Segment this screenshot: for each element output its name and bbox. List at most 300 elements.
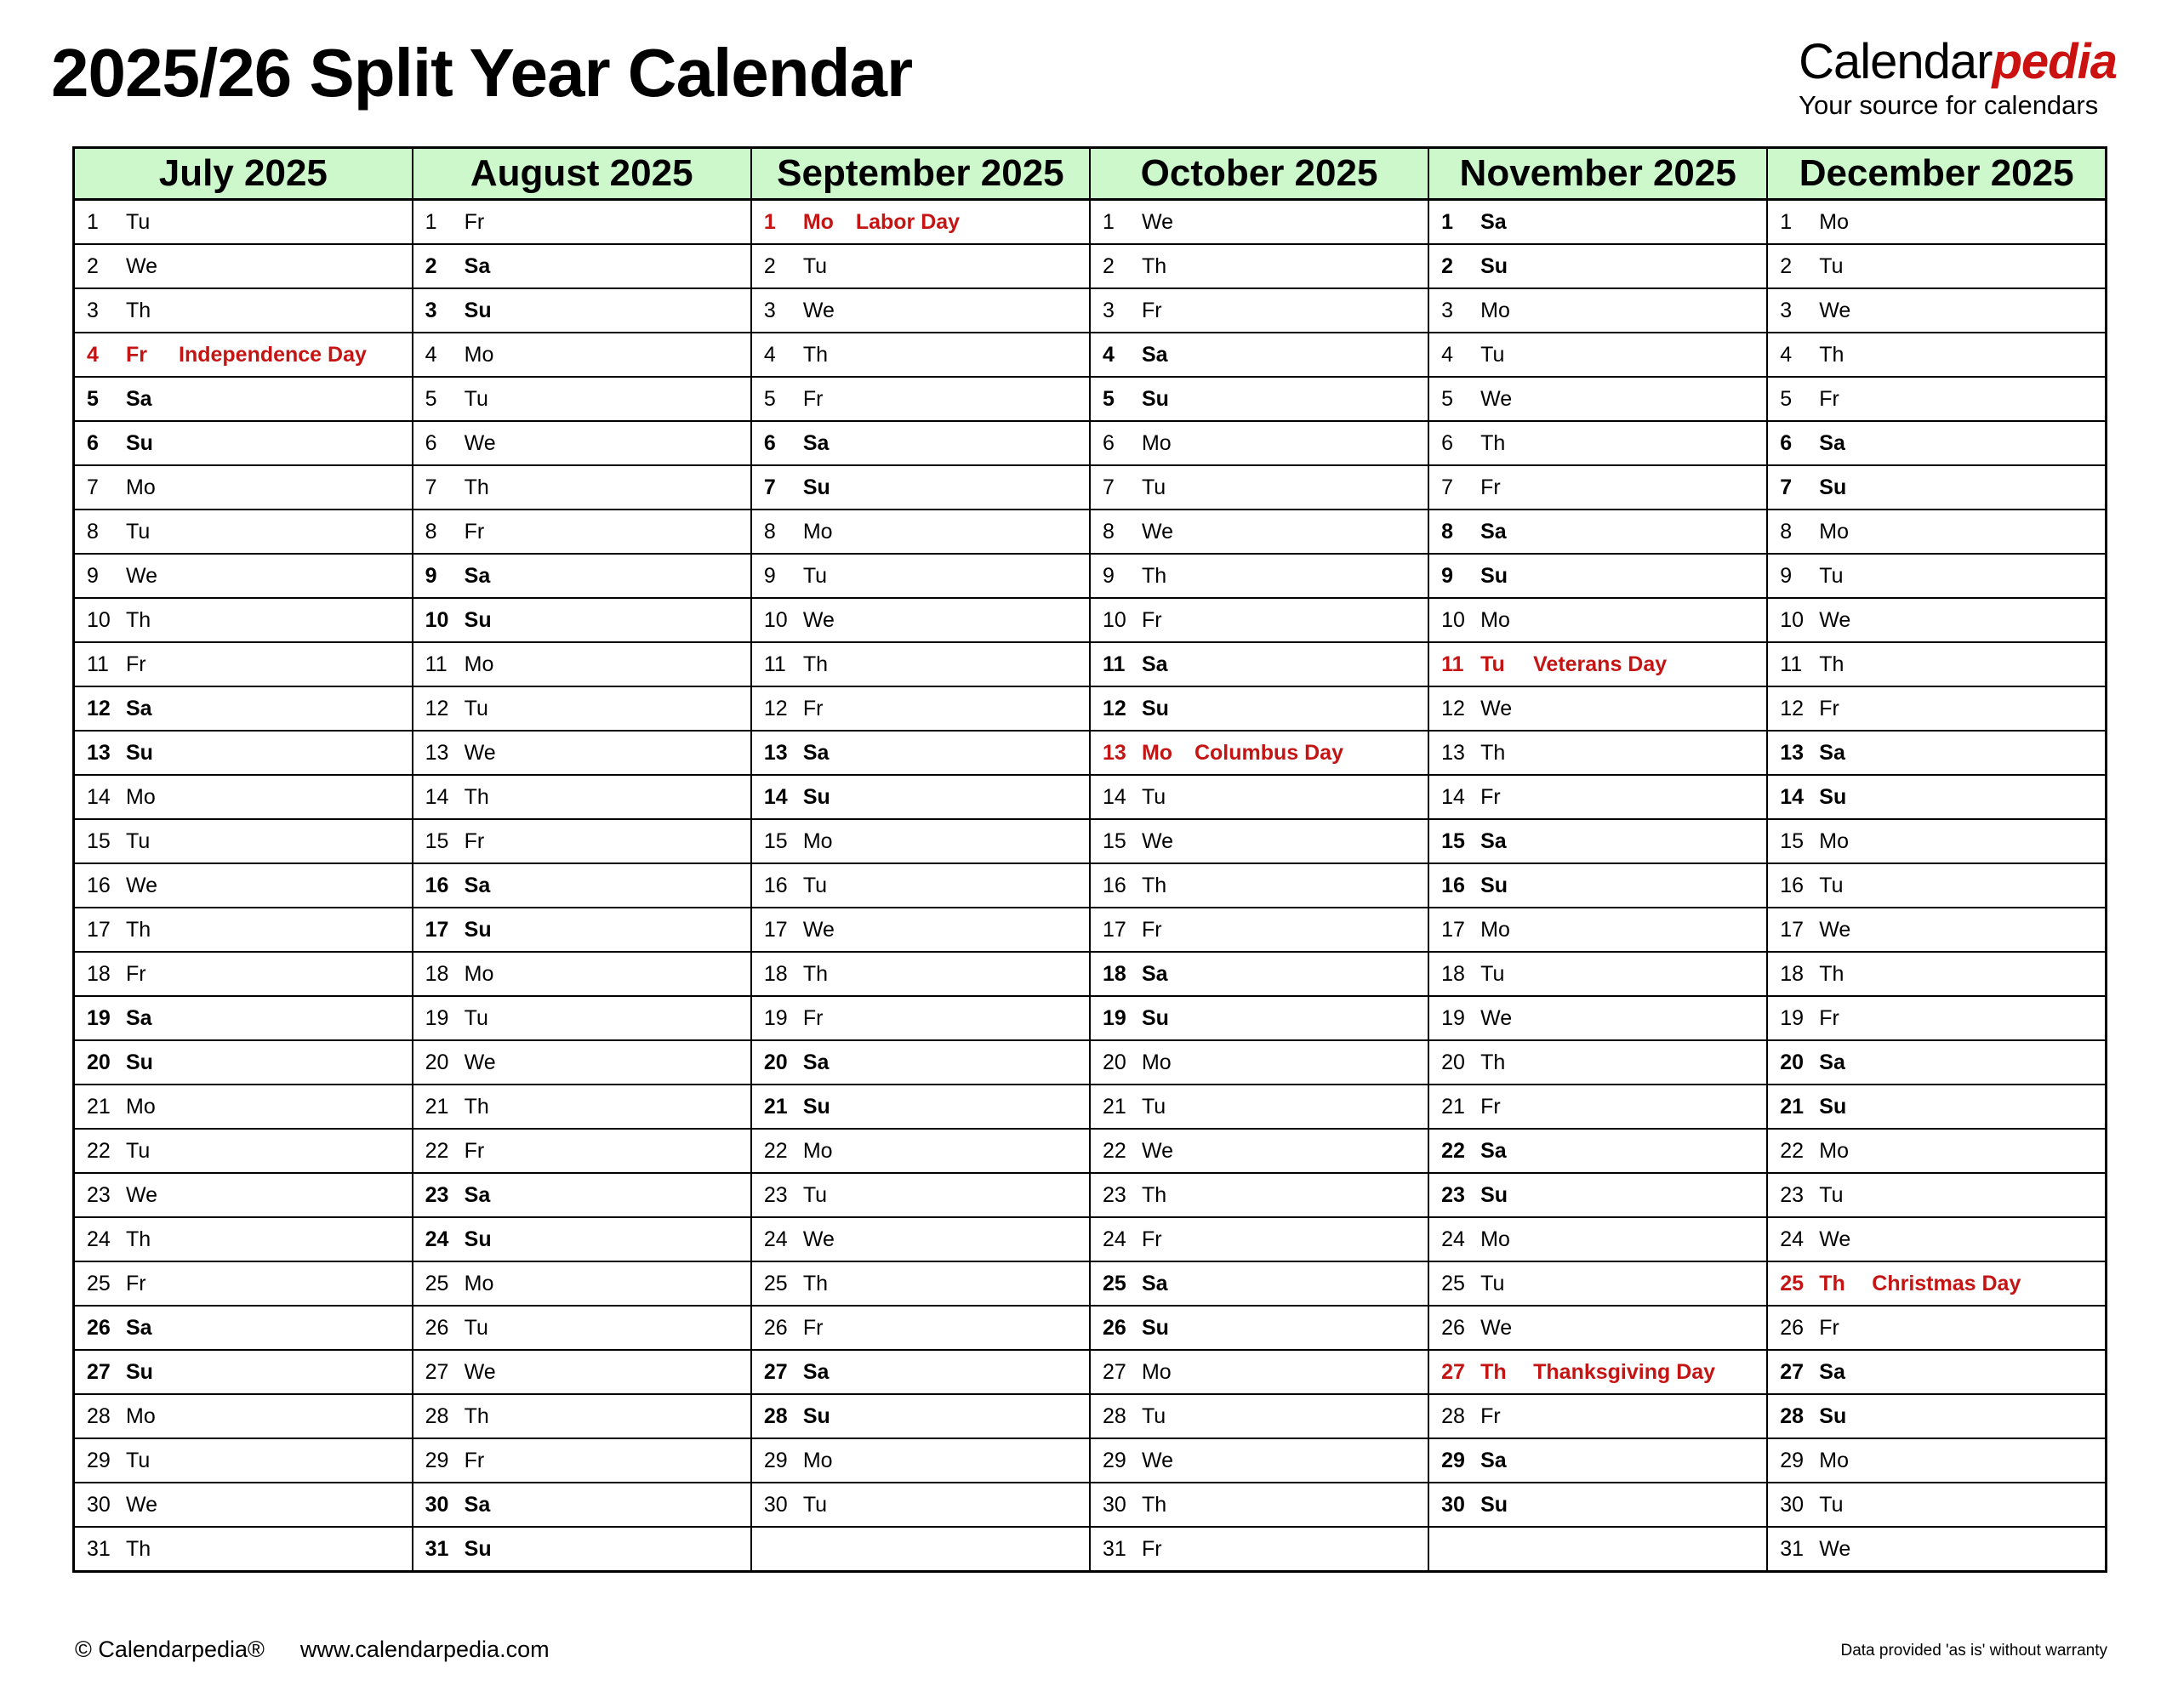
day-number: 9 [425,564,437,588]
weekday-label: Fr [1819,387,1839,411]
day-cell [74,1217,413,1261]
day-number: 6 [425,431,437,455]
calendar-row [74,288,2107,333]
day-number: 29 [1780,1449,1805,1472]
weekday-label: Tu [1480,1272,1505,1295]
weekday-label: Fr [1819,1316,1839,1340]
weekday-label: Mo [126,1404,156,1428]
day-cell [751,1129,1090,1173]
day-number: 29 [1102,1449,1126,1472]
day-number: 16 [425,874,449,897]
day-number: 13 [1780,741,1805,765]
day-number: 26 [87,1316,111,1340]
day-cell [1428,333,1767,377]
day-number: 11 [763,652,786,676]
weekday-label: Sa [126,387,152,411]
weekday-label: Sa [1480,829,1507,853]
weekday-label: We [802,1227,835,1251]
day-cell [1090,244,1428,288]
day-number: 23 [425,1183,449,1207]
day-number: 30 [1441,1493,1465,1517]
weekday-label: Sa [1819,1050,1845,1074]
day-cell [413,642,751,686]
weekday-label: Tu [1819,564,1844,588]
weekday-label: Sa [464,564,491,588]
day-cell [413,863,751,908]
weekday-label: Th [1480,741,1506,765]
weekday-label: Tu [126,520,151,544]
day-number: 17 [1102,918,1126,942]
day-cell [1090,1438,1428,1483]
day-number: 13 [425,741,449,765]
day-number: 16 [1102,874,1126,897]
weekday-label: Tu [1141,785,1166,809]
day-number: 5 [425,387,437,411]
day-number: 28 [763,1404,788,1428]
weekday-label: Fr [1480,785,1501,809]
day-cell [1767,421,2106,465]
day-cell [1428,377,1767,421]
weekday-label: Su [126,1360,153,1384]
day-cell [1090,1129,1428,1173]
empty-cell [751,1527,1090,1572]
calendar-row [74,642,2107,686]
day-number: 6 [1441,431,1454,455]
weekday-label: Sa [1819,1360,1845,1384]
day-cell [1767,554,2106,598]
day-cell [1090,642,1428,686]
weekday-label: Tu [464,1006,488,1030]
logo-wordmark-red: pedia [1992,34,2117,89]
weekday-label: Tu [1819,254,1844,278]
day-cell [1090,1306,1428,1350]
weekday-label: Su [1819,785,1847,809]
calendar-row [74,819,2107,863]
weekday-label: Th [126,608,151,632]
day-cell [74,731,413,775]
day-number: 4 [1780,343,1793,367]
page-title: 2025/26 Split Year Calendar [51,35,913,111]
day-cell [751,775,1090,819]
day-cell [74,1261,413,1306]
day-number: 7 [1441,475,1454,499]
weekday-label: Th [1819,343,1844,367]
day-cell [74,819,413,863]
weekday-label: Tu [1480,652,1505,676]
day-cell [74,465,413,510]
day-cell [1767,244,2106,288]
day-number: 22 [87,1139,111,1163]
weekday-label: Mo [802,210,834,234]
weekday-label: Mo [126,785,156,809]
day-cell [74,200,413,245]
day-number: 3 [425,299,437,322]
weekday-label: Fr [1480,1095,1501,1119]
weekday-label: Fr [464,520,485,544]
weekday-label: Su [1141,697,1169,720]
day-cell [1090,908,1428,952]
day-cell [751,598,1090,642]
weekday-label: Mo [1141,1050,1172,1074]
weekday-label: Th [1141,1183,1167,1207]
weekday-label: Mo [1141,431,1172,455]
logo-wordmark [1799,34,2117,89]
weekday-label: Th [464,1404,489,1428]
day-cell [1428,510,1767,554]
weekday-label: Th [464,1095,489,1119]
day-number: 21 [1780,1095,1805,1119]
weekday-label: Tu [126,829,151,853]
weekday-label: Th [1480,1050,1506,1074]
weekday-label: Su [802,785,830,809]
day-number: 6 [1780,431,1793,455]
day-number: 2 [1441,254,1454,278]
day-number: 12 [425,697,449,720]
day-number: 25 [425,1272,449,1295]
weekday-label: Fr [126,343,147,367]
weekday-label: Sa [464,1183,491,1207]
weekday-label: Fr [126,962,146,986]
weekday-label: Mo [464,652,494,676]
weekday-label: Mo [126,1095,156,1119]
day-number: 11 [1441,652,1464,676]
weekday-label: Su [1480,874,1508,897]
weekday-label: Su [802,475,830,499]
day-number: 1 [1441,210,1454,234]
day-cell [1767,731,2106,775]
day-cell [751,996,1090,1040]
day-number: 23 [1102,1183,1126,1207]
weekday-label: Th [126,299,151,322]
day-number: 10 [1441,608,1465,632]
day-number: 28 [1780,1404,1805,1428]
weekday-label: We [464,431,496,455]
weekday-label: Su [126,431,153,455]
day-cell [751,863,1090,908]
day-number: 4 [87,343,99,367]
day-number: 26 [763,1316,788,1340]
day-cell [751,686,1090,731]
weekday-label: Fr [1141,299,1162,322]
day-cell [1767,1085,2106,1129]
weekday-label: Su [1819,1404,1847,1428]
day-cell [74,1306,413,1350]
holiday-label: Thanksgiving Day [1533,1360,1716,1384]
day-cell [413,952,751,996]
day-cell [413,686,751,731]
day-cell [1767,1129,2106,1173]
calendar-row [74,244,2107,288]
day-number: 21 [425,1095,449,1119]
day-cell [1428,908,1767,952]
weekday-label: Th [802,343,828,367]
calendar-table [72,146,2107,1573]
day-cell [74,952,413,996]
day-number: 1 [1102,210,1115,234]
footer-disclaimer: Data provided 'as is' without warranty [1840,1642,2107,1660]
day-cell [1428,1173,1767,1217]
day-number: 13 [1441,741,1465,765]
day-number: 6 [763,431,776,455]
day-number: 22 [763,1139,788,1163]
calendar-row [74,421,2107,465]
day-cell [413,1173,751,1217]
weekday-label: Th [1819,962,1844,986]
day-number: 11 [87,652,109,676]
month-header-october: October 2025 [1090,148,1428,200]
day-number: 5 [87,387,99,411]
weekday-label: We [126,254,158,278]
empty-cell [1428,1527,1767,1572]
day-number: 1 [1780,210,1793,234]
day-cell [74,1394,413,1438]
weekday-label: Mo [1480,1227,1510,1251]
day-number: 8 [87,520,99,544]
weekday-label: We [802,299,835,322]
day-number: 9 [1780,564,1793,588]
day-cell [413,1129,751,1173]
day-number: 7 [1102,475,1115,499]
holiday-label: Independence Day [179,343,367,367]
weekday-label: Sa [1480,210,1507,234]
holiday-day-cell [1428,642,1767,686]
weekday-label: We [1141,1139,1174,1163]
weekday-label: Sa [802,431,830,455]
day-number: 24 [87,1227,111,1251]
weekday-label: Fr [802,1006,824,1030]
day-number: 5 [1780,387,1793,411]
day-cell [413,1483,751,1527]
weekday-label: Fr [1480,1404,1501,1428]
day-number: 24 [1780,1227,1805,1251]
day-cell [1090,1085,1428,1129]
day-number: 26 [1441,1316,1465,1340]
day-number: 17 [1780,918,1805,942]
day-cell [1767,1350,2106,1394]
day-cell [413,510,751,554]
day-cell [1090,819,1428,863]
day-number: 17 [1441,918,1465,942]
day-cell [1767,908,2106,952]
day-number: 7 [87,475,99,499]
day-number: 6 [87,431,99,455]
day-number: 24 [425,1227,449,1251]
calendar-row [74,1438,2107,1483]
day-cell [1428,996,1767,1040]
day-cell [1090,1394,1428,1438]
day-cell [751,1483,1090,1527]
day-cell [1428,244,1767,288]
day-cell [413,465,751,510]
day-number: 15 [425,829,449,853]
day-number: 16 [1441,874,1465,897]
weekday-label: Sa [464,1493,491,1517]
weekday-label: We [464,1050,496,1074]
day-cell [1767,1527,2106,1572]
weekday-label: Fr [126,1272,146,1295]
day-number: 10 [1780,608,1805,632]
day-number: 18 [763,962,788,986]
weekday-label: Tu [802,254,828,278]
weekday-label: Sa [802,1360,830,1384]
weekday-label: Tu [1141,475,1166,499]
weekday-label: We [126,1183,158,1207]
weekday-label: Tu [1819,874,1844,897]
weekday-label: Fr [464,1449,485,1472]
day-cell [751,642,1090,686]
calendar-row [74,1261,2107,1306]
day-cell [1090,1040,1428,1085]
logo-tagline: Your source for calendars [1799,90,2099,120]
weekday-label: Su [1141,1316,1169,1340]
day-number: 29 [763,1449,788,1472]
day-cell [1090,1173,1428,1217]
day-cell [1767,1173,2106,1217]
day-cell [413,421,751,465]
weekday-label: We [1141,520,1174,544]
day-cell [751,288,1090,333]
weekday-label: We [1141,210,1174,234]
day-cell [751,333,1090,377]
weekday-label: Th [126,1227,151,1251]
calendar-row [74,686,2107,731]
day-cell [1767,952,2106,996]
day-cell [1090,1527,1428,1572]
day-number: 29 [425,1449,449,1472]
calendar-row [74,200,2107,245]
day-cell [1767,686,2106,731]
weekday-label: Th [126,1537,151,1561]
day-number: 7 [763,475,776,499]
day-number: 31 [87,1537,111,1561]
weekday-label: Su [1141,387,1169,411]
day-cell [751,731,1090,775]
day-number: 20 [1441,1050,1465,1074]
day-number: 30 [1102,1493,1126,1517]
day-cell [751,1173,1090,1217]
weekday-label: Su [464,918,492,942]
weekday-label: We [126,564,158,588]
day-cell [413,908,751,952]
day-cell [751,952,1090,996]
day-cell [413,1306,751,1350]
day-number: 18 [425,962,449,986]
day-cell [1428,952,1767,996]
day-cell [74,554,413,598]
calendar-row [74,1306,2107,1350]
day-cell [413,1438,751,1483]
weekday-label: Mo [1480,299,1510,322]
day-cell [751,1040,1090,1085]
weekday-label: Mo [1819,1139,1850,1163]
website-link[interactable]: www.calendarpedia.com [299,1637,550,1662]
day-number: 10 [763,608,788,632]
day-cell [413,1261,751,1306]
day-cell [1090,1350,1428,1394]
calendar-body [74,200,2107,1572]
day-cell [751,1438,1090,1483]
day-cell [1767,465,2106,510]
day-number: 27 [425,1360,449,1384]
calendarpedia-logo [1799,34,2117,120]
weekday-label: We [1480,1316,1513,1340]
day-number: 21 [1102,1095,1126,1119]
weekday-label: Mo [1819,520,1850,544]
weekday-label: Th [1480,1360,1507,1384]
day-cell [74,1040,413,1085]
weekday-label: We [1480,1006,1513,1030]
weekday-label: Su [1480,564,1508,588]
calendar-row [74,1483,2107,1527]
day-number: 3 [1780,299,1793,322]
day-number: 24 [1102,1227,1126,1251]
day-number: 8 [425,520,437,544]
day-cell [1428,200,1767,245]
day-number: 7 [1780,475,1793,499]
calendar-row [74,510,2107,554]
holiday-day-cell [74,333,413,377]
weekday-label: Th [464,785,489,809]
day-cell [74,510,413,554]
day-number: 23 [1780,1183,1805,1207]
weekday-label: Mo [802,829,833,853]
day-number: 26 [1780,1316,1805,1340]
day-number: 19 [763,1006,788,1030]
day-number: 9 [1441,564,1454,588]
day-number: 24 [763,1227,788,1251]
weekday-label: Sa [1480,1449,1507,1472]
day-number: 21 [763,1095,788,1119]
day-number: 1 [87,210,99,234]
day-cell [74,686,413,731]
weekday-label: Mo [1480,918,1510,942]
footer-copyright [75,1637,550,1663]
day-cell [1428,731,1767,775]
day-cell [1428,863,1767,908]
day-cell [751,244,1090,288]
weekday-label: We [1819,608,1851,632]
day-number: 14 [763,785,788,809]
month-header-november: November 2025 [1428,148,1767,200]
day-cell [74,1438,413,1483]
weekday-label: Mo [1480,608,1510,632]
day-number: 22 [425,1139,449,1163]
day-number: 19 [87,1006,111,1030]
day-number: 14 [87,785,111,809]
day-cell [1428,1394,1767,1438]
calendar-row [74,1350,2107,1394]
weekday-label: Tu [126,1449,151,1472]
weekday-label: Tu [464,387,488,411]
calendar-row [74,1129,2107,1173]
weekday-label: Fr [464,829,485,853]
weekday-label: Tu [126,1139,151,1163]
weekday-label: Tu [1141,1404,1166,1428]
day-number: 14 [1102,785,1126,809]
day-number: 9 [763,564,776,588]
weekday-label: We [1141,829,1174,853]
weekday-label: Sa [1141,962,1168,986]
day-cell [751,554,1090,598]
day-cell [1090,775,1428,819]
weekday-label: Th [126,918,151,942]
day-number: 6 [1102,431,1115,455]
month-header-august: August 2025 [413,148,751,200]
weekday-label: Fr [1480,475,1501,499]
weekday-label: Su [1819,1095,1847,1119]
weekday-label: Mo [464,343,494,367]
weekday-label: Sa [464,874,491,897]
